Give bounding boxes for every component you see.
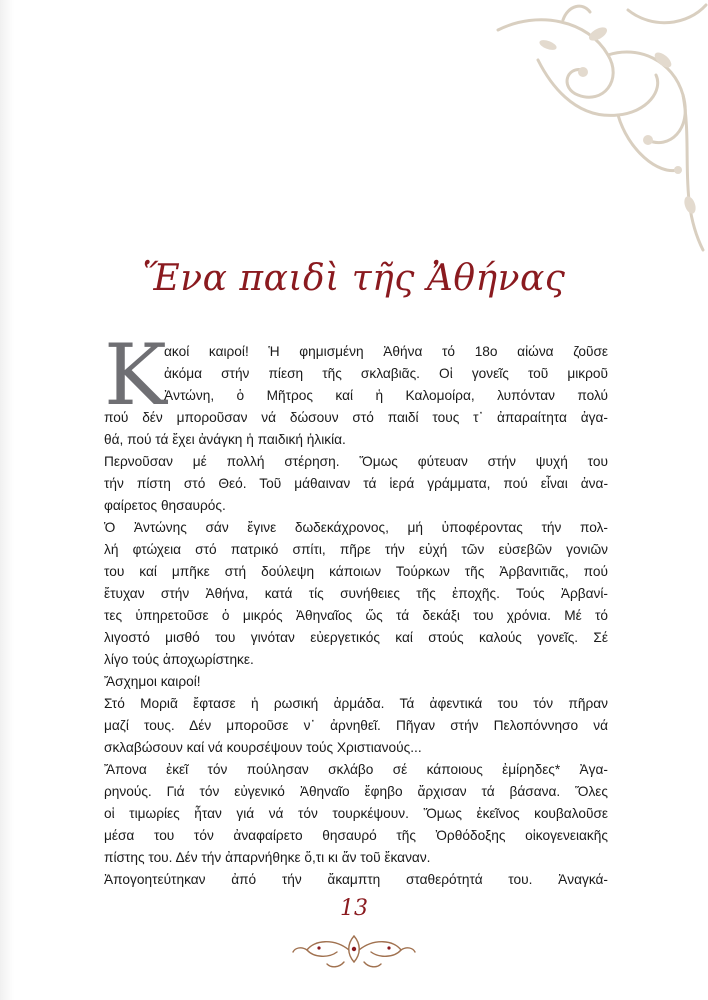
text-line: ρηνούς. Γιά τόν εὐγενικό Ἀθηναῖο ἔφηβο ἄρχισαν τά βάσανα. Ὅλες [104,784,608,799]
text-line: Ἀντώνη, ὁ Μῆτρος καί ἡ Καλομοίρα, λυπόνταν πολύ [164,388,608,403]
text-line: θά, πού τά ἔχει ἀνάγκη ἡ παιδική ἡλικία. [104,432,346,447]
text-line: οἱ τιμωρίες ἦταν γιά νά τόν τουρκέψουν. Ὅμως ἐκεῖνος κουβαλοῦσε [104,806,608,821]
chapter-title: Ἕνα παιδὶ τῆς Ἀθήνας [142,258,566,299]
text-line: λιγοστό μισθό του γινόταν εὐεργετικός καί στούς καλούς γονεῖς. Σέ [104,630,608,645]
text-line: μαζί τους. Δέν μποροῦσε ν᾽ ἀρνηθεῖ. Πῆγαν στήν Πελοπόννησο νά [104,718,608,733]
page-gutter-shadow [0,0,14,1000]
text-line: Περνοῦσαν μέ πολλή στέρηση. Ὅμως φύτευαν στήν ψυχή του [104,454,608,469]
text-line: μέσα του τόν ἀναφαίρετο θησαυρό τῆς Ὀρθόδοξης οἰκογενειακῆς [104,828,608,843]
text-line: του καί μπῆκε στή δούλεψη κάποιων Τούρκων τῆς Ἀρβανιτιᾶς, πού [104,564,608,579]
drop-cap: Κ [104,326,167,424]
corner-ornament-icon [478,0,708,260]
text-line: Ἀπογοητεύτηκαν ἀπό τήν ἄκαμπτη σταθερότητά του. Ἀναγκά- [104,872,608,887]
page-number: 13 [340,896,368,921]
text-line: φαίρετος θησαυρός. [104,498,226,513]
text-line: ἔτυχαν στήν Ἀθήνα, κατά τίς συνήθειες τῆς ἐποχῆς. Τούς Ἀρβανί- [104,586,608,601]
text-line: πίστης του. Δέν τήν ἀπαρνήθηκε ὅ,τι κι ἄν τοῦ ἔκαναν. [104,850,431,865]
footer-ornament-icon [289,928,419,970]
text-line: τες ὑπηρετοῦσε ὁ μικρός Ἀθηναῖος ὥς τά δεκάξι του χρόνια. Μέ τό [104,608,608,623]
text-line: σκλαβώσουν καί νά κουρσέψουν τούς Χριστιανούς... [104,740,422,755]
text-line: Ἄσχημοι καιροί! [104,674,201,689]
text-line: τήν πίστη στό Θεό. Τοῦ μάθαιναν τά ἱερά γράμματα, πού εἶναι ἀνα- [104,476,608,491]
body-text [104,326,608,891]
text-line: ακοί καιροί! Ἡ φημισμένη Ἀθήνα τό 18ο αἰώνα ζοῦσε [164,344,608,359]
text-line: Στό Μοριᾶ ἔφτασε ἡ ρωσική ἀρμάδα. Τά ἀφεντικά του τόν πῆραν [104,696,608,711]
text-line: Ἄπονα ἐκεῖ τόν πούλησαν σκλάβο σέ κάποιους ἐμίρηδες* Ἀγα- [104,762,608,777]
text-line: πού δέν μποροῦσαν νά δώσουν στό παιδί τους τ᾽ ἀπαραίτητα ἀγα- [104,410,608,425]
text-line: λίγο τούς ἀποχωρίστηκε. [104,652,254,667]
text-line: λή φτώχεια στό πατρικό σπίτι, πῆρε τήν εὐχή τῶν εὐσεβῶν γονιῶν [104,542,608,557]
text-line: Ὁ Ἀντώνης σάν ἔγινε δωδεκάχρονος, μή ὑποφέροντας τήν πολ- [104,520,608,535]
text-line: ἀκόμα στήν πίεση τῆς σκλαβιᾶς. Οἱ γονεῖς τοῦ μικροῦ [164,366,608,381]
